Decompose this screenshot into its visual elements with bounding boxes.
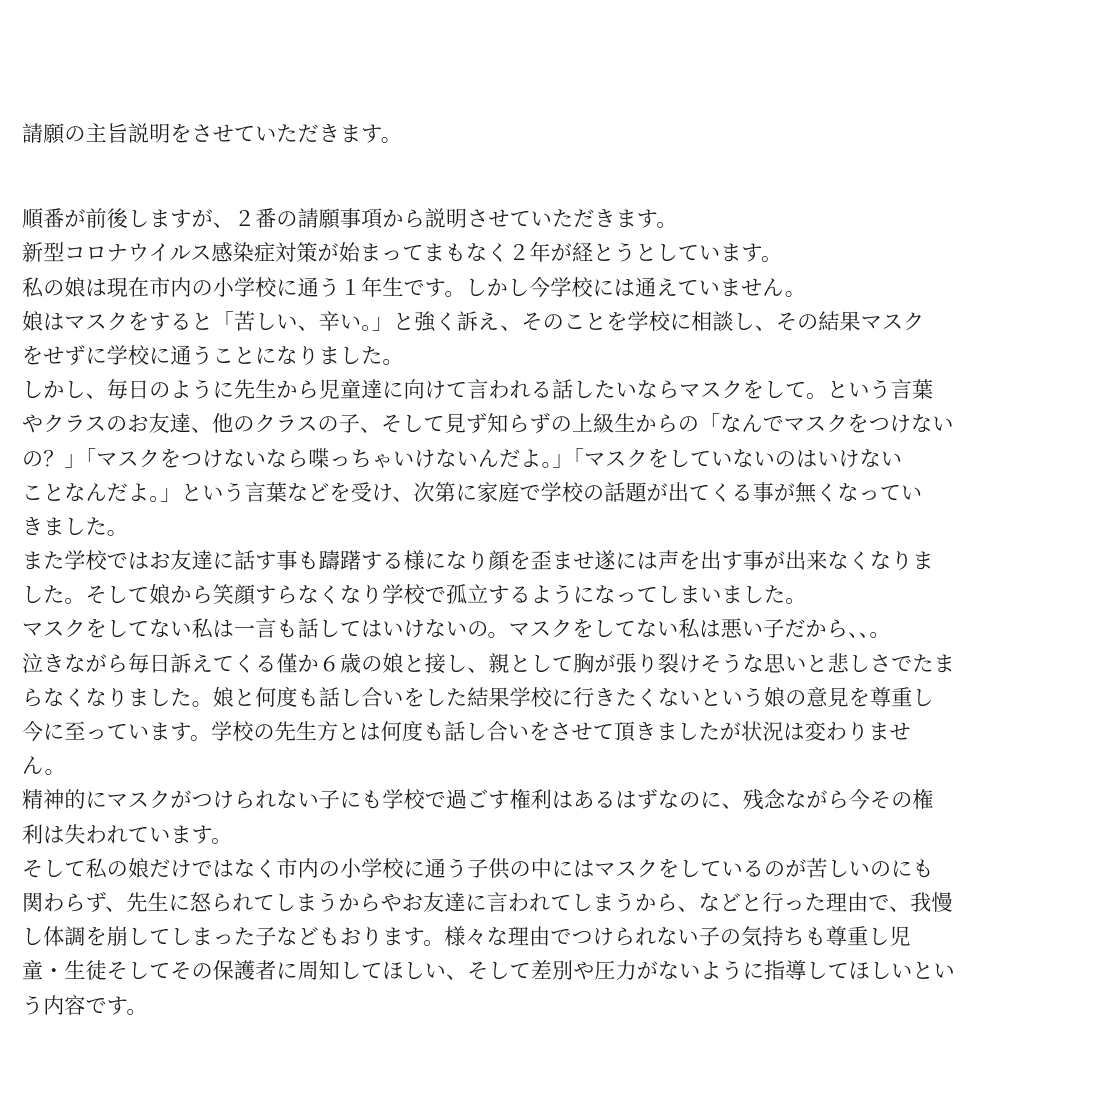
document-line: マスクをしてない私は一言も話してはいけないの。マスクをしてない私は悪い子だから、、。 — [22, 617, 891, 642]
document-line: をせずに学校に通うことになりました。 — [22, 343, 404, 368]
document-line: 泣きながら毎日訴えてくる僅か６歳の娘と接し、親として胸が張り裂けそうな思いと悲しさでたま — [22, 651, 955, 676]
document-line: 利は失われています。 — [22, 822, 233, 847]
document-line: そして私の娘だけではなく市内の小学校に通う子供の中にはマスクをしているのが苦しいのにも — [22, 856, 934, 881]
document-line: した。そして娘から笑顔すらなくなり学校で孤立するようになってしまいました。 — [22, 583, 807, 608]
document-line: 私の娘は現在市内の小学校に通う１年生です。しかし今学校には通えていません。 — [22, 275, 806, 300]
document-line: ん。 — [22, 754, 66, 779]
document-line: 新型コロナウイルス感染症対策が始まってまもなく２年が経とうとしています。 — [22, 241, 783, 266]
document-line: 娘はマスクをすると「苦しい、辛い。」と強く訴え、そのことを学校に相談し、その結果マスク — [22, 309, 925, 334]
document-line: やクラスのお友達、他のクラスの子、そして見ず知らずの上級生からの「なんでマスクをつけない — [22, 412, 954, 437]
document-line: ことなんだよ。」という言葉などを受け、次第に家庭で学校の話題が出てくる事が無くなってい — [22, 480, 923, 505]
document-line: し体調を崩してしまった子などもおります。様々な理由でつけられない子の気持ちも尊重し児 — [22, 925, 911, 950]
document-line: 童・生徒そしてその保護者に周知してほしい、そして差別や圧力がないように指導してほしいとい — [22, 959, 955, 984]
document-line: の？」「マスクをつけないなら喋っちゃいけないんだよ。」「マスクをしていないのはいけない — [22, 446, 903, 471]
document-line: らなくなりました。娘と何度も話し合いをした結果学校に行きたくないという娘の意見を尊重し — [22, 685, 934, 710]
document-line: う内容です。 — [22, 993, 148, 1018]
document-line: 今に至っています。学校の先生方とは何度も話し合いをさせて頂きましたが状況は変わりませ — [22, 720, 911, 744]
document-line: 精神的にマスクがつけられない子にも学校で過ごす権利はあるはずなのに、残念ながら今その権 — [22, 788, 934, 813]
document-line: きました。 — [22, 514, 128, 539]
document-line: また学校ではお友達に話す事も躊躇する様になり顔を歪ませ遂には声を出す事が出来なくなりま — [22, 549, 934, 574]
document-line: 順番が前後しますが、２番の請願事項から説明させていただきます。 — [22, 207, 678, 232]
document-line: 関わらず、先生に怒られてしまうからやお友達に言われてしまうから、などと行った理由で、我慢 — [22, 890, 953, 915]
paragraph-spacer — [22, 151, 1082, 202]
document-line: しかし、毎日のように先生から児童達に向けて言われる話したいならマスクをして。という言葉 — [22, 378, 934, 403]
petition-document — [22, 117, 1082, 1023]
document-heading: 請願の主旨説明をさせていただきます。 — [22, 122, 402, 146]
